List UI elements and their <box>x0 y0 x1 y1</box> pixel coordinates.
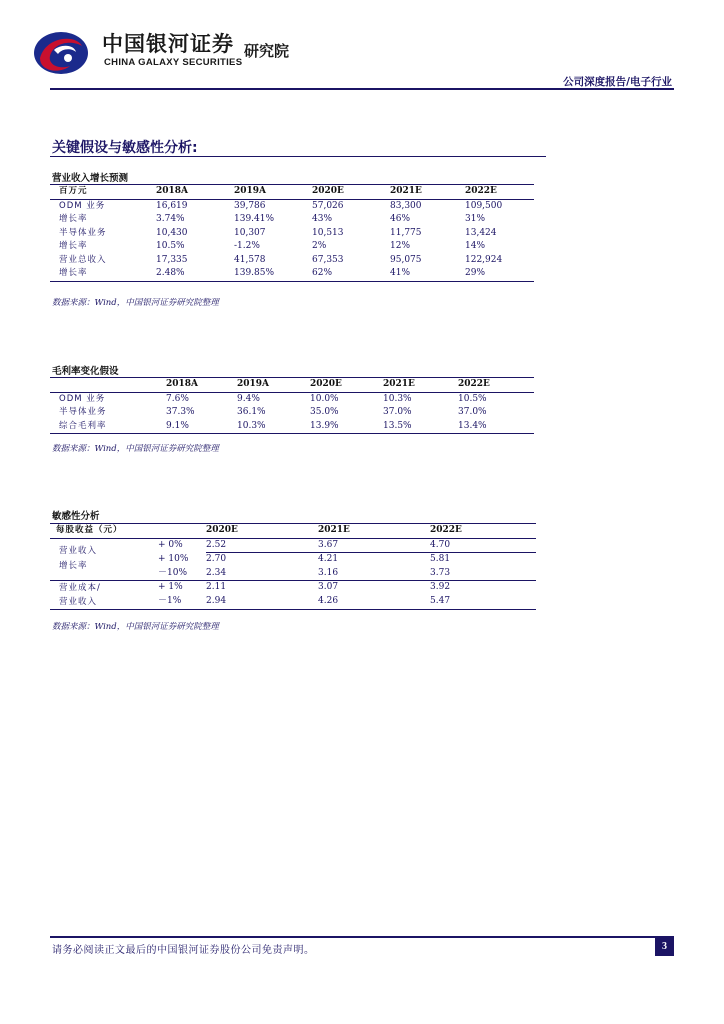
group-label-line: 营业收入 <box>59 597 98 607</box>
row-label: 综合毛利率 <box>50 420 166 434</box>
table-cell: 17,335 <box>156 254 188 265</box>
table-cell: 2.70 <box>206 554 227 564</box>
table-cell: 4.21 <box>318 554 339 564</box>
table-cell: 10.5% <box>156 241 185 251</box>
table-cell: 5.81 <box>430 554 451 564</box>
header-cell: 百万元 <box>50 185 156 200</box>
table-cell: 13.9% <box>310 420 383 434</box>
table-cell: 3.67 <box>318 538 430 553</box>
group-label-line: 营业收入 <box>59 546 98 557</box>
row-label: ODM 业务 <box>59 200 106 211</box>
header-cell: 2019A <box>237 378 310 393</box>
table-cell: 14% <box>465 241 486 251</box>
table-cell: 2.52 <box>206 538 318 553</box>
table-row <box>50 213 534 227</box>
footer-divider <box>50 936 674 938</box>
table-cell: 37.0% <box>383 407 412 417</box>
table-cell: 13,424 <box>465 227 497 238</box>
table-cell: 13.5% <box>383 420 458 434</box>
header-cell: 2021E <box>318 524 430 539</box>
table-cell: -1.2% <box>234 241 260 251</box>
header-cell: 2018A <box>166 378 237 393</box>
header-cell: 2020E <box>310 378 383 393</box>
row-label: 半导体业务 <box>59 407 107 417</box>
table-cell: 46% <box>390 214 411 224</box>
table-cell: 109,500 <box>465 200 503 211</box>
margin-table-source: 数据来源：Wind，中国银河证券研究院整理 <box>52 444 219 454</box>
table-cell: 2.34 <box>206 567 318 581</box>
scenario-cell: －1% <box>138 595 206 610</box>
galaxy-logo-icon <box>32 28 92 78</box>
margin-table <box>50 377 534 434</box>
header-cell: 2020E <box>312 185 390 200</box>
row-label: 增长率 <box>59 214 88 224</box>
table-cell: 11,775 <box>390 227 422 238</box>
brand-name-cn: 中国银河证券 <box>102 32 234 56</box>
table-cell: 7.6% <box>166 393 189 404</box>
table-row <box>50 240 534 254</box>
table-row <box>50 199 534 213</box>
table-cell: 2.11 <box>206 582 227 593</box>
row-label: 营业总收入 <box>59 254 107 265</box>
table-cell: 10.0% <box>310 393 339 404</box>
table-cell: 9.4% <box>237 393 260 404</box>
header-cell: 2022E <box>465 185 534 200</box>
table-cell: 41,578 <box>234 254 266 265</box>
table-cell: 62% <box>312 267 390 281</box>
table-row <box>50 538 536 553</box>
table-cell: 13.4% <box>458 420 534 434</box>
disclaimer-text: 请务必阅读正文最后的中国银河证券股份公司免责声明。 <box>52 945 315 956</box>
group-label-line: 增长率 <box>59 561 88 572</box>
table-cell: 10.3% <box>237 420 310 434</box>
row-label: 增长率 <box>59 241 88 251</box>
group-label <box>50 581 138 610</box>
header-cell: 2019A <box>234 185 312 200</box>
table-row <box>50 267 534 281</box>
table-cell: 3.92 <box>430 582 451 593</box>
row-label: 半导体业务 <box>59 227 107 238</box>
table-row <box>50 420 534 434</box>
table-cell: 43% <box>312 214 333 224</box>
page-number: 3 <box>655 938 674 956</box>
header-cell: 每股收益（元） <box>50 524 206 539</box>
table-cell: 139.41% <box>234 214 275 224</box>
sensitivity-table-title: 敏感性分析 <box>52 511 100 522</box>
table-cell: 3.07 <box>318 582 339 593</box>
table-cell: 95,075 <box>390 254 422 265</box>
brand-name-en: CHINA GALAXY SECURITIES <box>104 57 243 68</box>
section-heading: 关键假设与敏感性分析: <box>52 140 198 156</box>
header-divider <box>50 88 674 90</box>
table-cell: 3.16 <box>318 567 430 581</box>
table-cell: 10.5% <box>458 393 487 404</box>
table-row <box>50 406 534 420</box>
header-cell: 2022E <box>430 524 536 539</box>
table-cell: 31% <box>465 214 486 224</box>
revenue-table-source: 数据来源：Wind，中国银河证券研究院整理 <box>52 298 219 308</box>
table-cell: 5.47 <box>430 595 536 610</box>
sensitivity-table-source: 数据来源：Wind，中国银河证券研究院整理 <box>52 622 219 632</box>
group-label <box>50 538 138 581</box>
table-row <box>50 392 534 406</box>
row-label: ODM 业务 <box>59 393 106 404</box>
table-cell: 29% <box>465 267 534 281</box>
table-cell: 4.70 <box>430 538 536 553</box>
header-cell: 2021E <box>390 185 465 200</box>
table-cell: 16,619 <box>156 200 188 211</box>
table-cell: 39,786 <box>234 200 266 211</box>
row-label: 增长率 <box>50 267 156 281</box>
scenario-cell: + 0% <box>158 539 183 550</box>
table-cell: 139.85% <box>234 267 312 281</box>
header-cell: 2018A <box>156 185 234 200</box>
table-cell: 10.3% <box>383 393 412 404</box>
scenario-cell: －10% <box>138 567 206 581</box>
header-cell: 2020E <box>206 524 318 539</box>
table-cell: 12% <box>390 241 411 251</box>
header-cell: 2021E <box>383 378 458 393</box>
table-header-row <box>50 524 536 539</box>
table-row <box>50 227 534 241</box>
logo <box>32 26 310 80</box>
table-cell: 67,353 <box>312 254 344 265</box>
table-cell: 2.48% <box>156 267 234 281</box>
table-cell: 3.74% <box>156 214 185 224</box>
table-cell: 122,924 <box>465 254 503 265</box>
table-cell: 37.0% <box>458 407 487 417</box>
table-cell: 37.3% <box>166 407 195 417</box>
header-cell <box>50 378 166 393</box>
section-divider <box>50 156 546 157</box>
table-cell: 10,513 <box>312 227 344 238</box>
table-cell: 41% <box>390 267 465 281</box>
table-cell: 2% <box>312 241 327 251</box>
sensitivity-table <box>50 523 536 610</box>
table-cell: 9.1% <box>166 420 237 434</box>
table-row <box>50 254 534 268</box>
group-label-line: 营业成本/ <box>59 583 101 593</box>
revenue-table <box>50 184 534 282</box>
table-cell: 4.26 <box>318 595 430 610</box>
header-cell: 2022E <box>458 378 534 393</box>
revenue-table-title: 营业收入增长预测 <box>52 173 129 184</box>
table-cell: 83,300 <box>390 200 422 211</box>
table-header-row <box>50 378 534 393</box>
brand-subtitle: 研究院 <box>244 42 290 60</box>
report-type-label: 公司深度报告/电子行业 <box>563 76 672 88</box>
table-header-row <box>50 185 534 200</box>
table-cell: 10,430 <box>156 227 188 238</box>
table-cell: 10,307 <box>234 227 266 238</box>
scenario-cell: + 10% <box>158 553 189 564</box>
table-cell: 3.73 <box>430 567 536 581</box>
table-cell: 57,026 <box>312 200 344 211</box>
table-cell: 2.94 <box>206 595 318 610</box>
table-cell: 35.0% <box>310 407 339 417</box>
table-cell: 36.1% <box>237 407 266 417</box>
table-row <box>50 581 536 596</box>
margin-table-title: 毛利率变化假设 <box>52 366 119 377</box>
scenario-cell: + 1% <box>158 582 183 593</box>
